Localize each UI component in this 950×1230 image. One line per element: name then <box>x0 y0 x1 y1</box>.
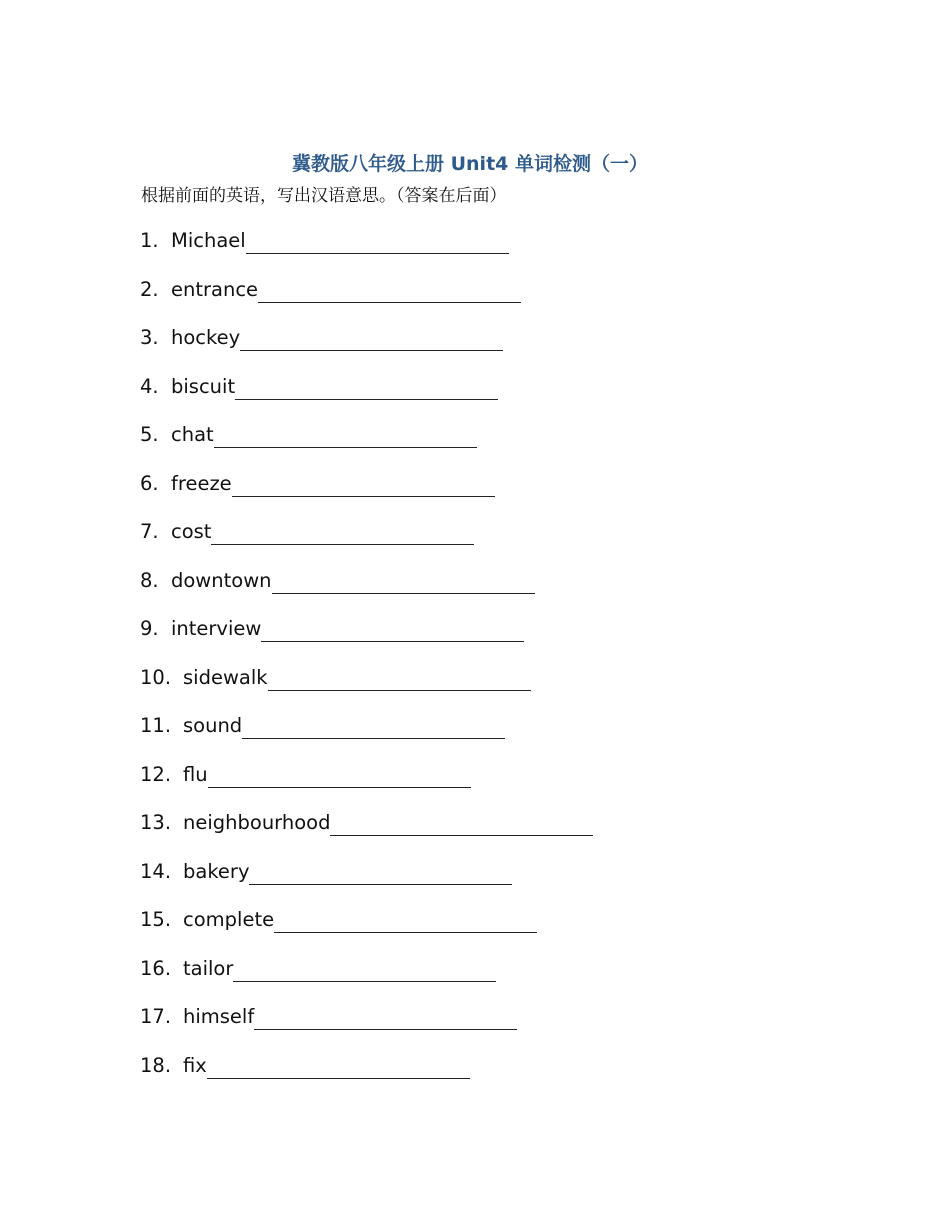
vocab-item <box>140 1052 593 1101</box>
item-word: flu <box>183 762 208 786</box>
vocab-item <box>140 809 593 858</box>
item-number: 6. <box>140 471 159 495</box>
answer-blank[interactable] <box>214 421 477 448</box>
item-word: biscuit <box>171 374 236 398</box>
item-number: 8. <box>140 568 159 592</box>
item-number: 9. <box>140 617 159 640</box>
item-word: downtown <box>171 568 272 592</box>
vocab-item <box>140 276 593 325</box>
answer-blank[interactable] <box>330 809 593 836</box>
answer-blank[interactable] <box>258 276 521 303</box>
item-number: 14. <box>140 859 172 883</box>
item-word: chat <box>171 423 214 446</box>
item-number: 10. <box>140 665 172 689</box>
vocab-item <box>140 955 593 1004</box>
item-number: 15. <box>140 908 172 931</box>
item-number: 16. <box>140 956 172 980</box>
vocab-item <box>140 1003 593 1052</box>
vocab-item <box>140 470 593 519</box>
vocab-item <box>140 421 593 470</box>
item-number: 5. <box>140 423 159 446</box>
item-number: 17. <box>140 1005 172 1028</box>
answer-blank[interactable] <box>235 373 498 400</box>
answer-blank[interactable] <box>249 858 512 885</box>
answer-blank[interactable] <box>272 567 535 594</box>
item-word: freeze <box>171 471 232 495</box>
vocab-item <box>140 518 593 567</box>
item-number: 13. <box>140 811 172 834</box>
vocab-item <box>140 761 593 810</box>
vocab-item <box>140 324 593 373</box>
item-word: complete <box>183 908 275 931</box>
answer-blank[interactable] <box>274 906 537 933</box>
item-word: hockey <box>171 326 241 349</box>
item-word: himself <box>183 1005 255 1028</box>
item-word: Michael <box>171 229 246 252</box>
vocab-item <box>140 615 593 664</box>
answer-blank[interactable] <box>242 712 505 739</box>
worksheet-title: 冀教版八年级上册 Unit4 单词检测（一） <box>291 153 648 175</box>
vocab-item <box>140 373 593 422</box>
item-number: 3. <box>140 326 159 349</box>
item-word: sound <box>183 714 243 737</box>
vocab-item <box>140 664 593 713</box>
item-number: 18. <box>140 1053 172 1077</box>
vocab-item <box>140 712 593 761</box>
item-number: 12. <box>140 762 172 786</box>
answer-blank[interactable] <box>207 1052 470 1079</box>
answer-blank[interactable] <box>232 470 495 497</box>
answer-blank[interactable] <box>261 615 524 642</box>
vocab-item <box>140 906 593 955</box>
answer-blank[interactable] <box>254 1003 517 1030</box>
item-word: entrance <box>171 277 259 301</box>
answer-blank[interactable] <box>211 518 474 545</box>
item-number: 11. <box>140 714 172 737</box>
vocab-item <box>140 227 593 276</box>
item-word: cost <box>171 520 212 543</box>
answer-blank[interactable] <box>233 955 496 982</box>
item-number: 2. <box>140 277 159 301</box>
item-word: sidewalk <box>183 665 268 689</box>
answer-blank[interactable] <box>246 227 509 254</box>
item-number: 1. <box>140 229 159 252</box>
vocabulary-list <box>140 227 593 1100</box>
item-word: neighbourhood <box>183 811 331 834</box>
item-number: 4. <box>140 374 159 398</box>
item-word: fix <box>183 1053 207 1077</box>
item-word: tailor <box>183 956 234 980</box>
vocab-item <box>140 567 593 616</box>
vocab-item <box>140 858 593 907</box>
item-number: 7. <box>140 520 159 543</box>
answer-blank[interactable] <box>268 664 531 691</box>
answer-blank[interactable] <box>240 324 503 351</box>
answer-blank[interactable] <box>208 761 471 788</box>
instruction-text: 根据前面的英语，写出汉语意思。（答案在后面） <box>141 186 507 206</box>
item-word: bakery <box>183 859 250 883</box>
item-word: interview <box>171 617 262 640</box>
